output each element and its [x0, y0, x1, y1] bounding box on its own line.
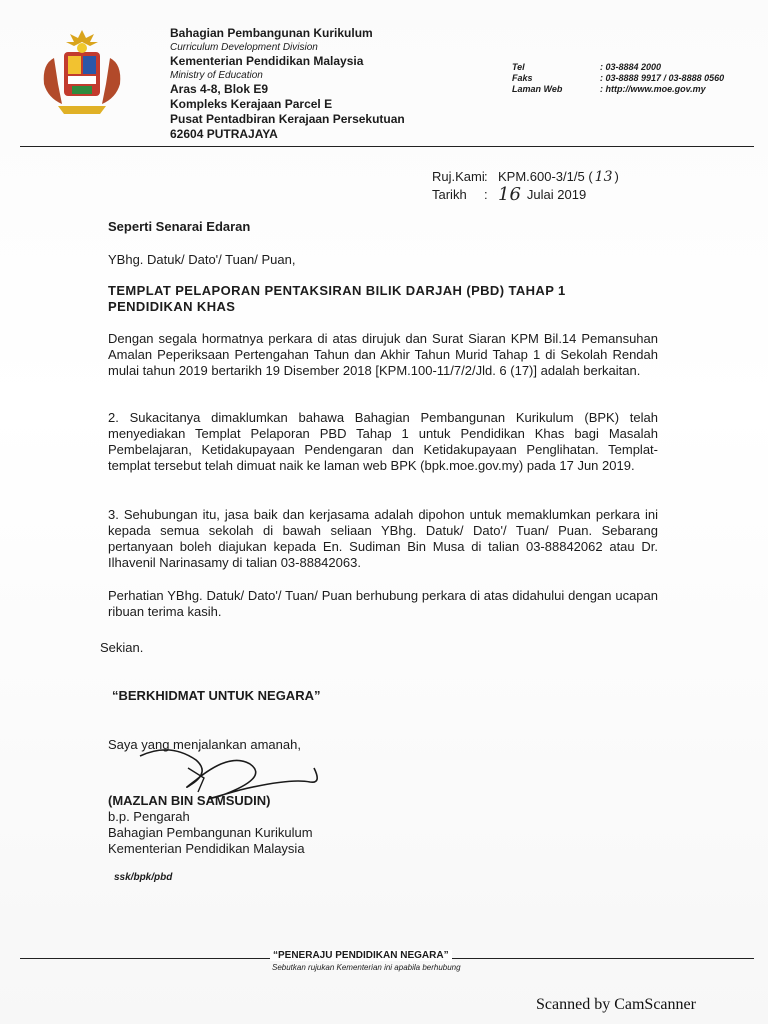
slogan: “BERKHIDMAT UNTUK NEGARA”: [112, 688, 321, 703]
division-name: Bahagian Pembangunan Kurikulum: [170, 26, 373, 40]
ruj-close: ): [614, 169, 619, 184]
date-day-handwritten: 16: [498, 184, 521, 205]
sign-off: Saya yang menjalankan amanah,: [108, 737, 301, 752]
tel-label: Tel: [512, 62, 525, 72]
signatory-name: (MAZLAN BIN SAMSUDIN): [108, 793, 271, 808]
subject-line-2: PENDIDIKAN KHAS: [108, 299, 236, 314]
ruj-handwritten: 13: [594, 169, 613, 185]
signatory-title: b.p. Pengarah: [108, 809, 190, 824]
coat-of-arms-icon: [34, 24, 130, 120]
fax-value: : 03-8888 9917 / 03-8888 0560: [600, 73, 725, 83]
subject-line-1: TEMPLAT PELAPORAN PENTAKSIRAN BILIK DARJAH (PBD) TAHAP 1: [108, 283, 566, 298]
closing-text: Sekian.: [100, 640, 144, 655]
ministry-name: Kementerian Pendidikan Malaysia: [170, 54, 364, 68]
address-line-4: 62604 PUTRAJAYA: [170, 127, 278, 141]
date-value: Julai 2019: [526, 187, 587, 202]
paragraph-2: 2. Sukacitanya dimaklumkan bahawa Bahagian Pembangunan Kurikulum (BPK) telah menyediakan Templat Pelaporan PBD Tahap 1 untuk Pendidikan Khas bagi Masalah Pembelajaran, Ketidakupayaan Pendengaran dan Ketidakupayaan Penglihatan. Templat-templat tersebut telah dimuat naik ke laman web BPK (bpk.moe.gov.my) pada 17 Jun 2019.: [108, 410, 658, 473]
reference-block: Ruj.Kami : KPM.600-3/1/5 ( 13 ) Tarikh : 16 Julai 2019: [432, 169, 619, 205]
tel-value: : 03-8884 2000: [600, 62, 662, 72]
footer-note: Sebutkan rujukan Kementerian ini apabila berhubung: [272, 963, 461, 972]
contact-block: [512, 62, 724, 95]
web-label: Laman Web: [512, 84, 563, 94]
address-line-2: Kompleks Kerajaan Parcel E: [170, 97, 333, 111]
footer-motto: “PENERAJU PENDIDIKAN NEGARA”: [270, 950, 452, 961]
reference-code: ssk/bpk/pbd: [114, 872, 173, 883]
fax-label: Faks: [512, 73, 533, 83]
salutation: YBhg. Datuk/ Dato'/ Tuan/ Puan,: [108, 252, 296, 267]
web-value: : http://www.moe.gov.my: [600, 84, 706, 94]
scanner-watermark: Scanned by CamScanner: [536, 996, 696, 1013]
ruj-label: Ruj.Kami: [432, 169, 485, 184]
paragraph-3: 3. Sehubungan itu, jasa baik dan kerjasama adalah dipohon untuk memaklumkan perkara ini kepada semua sekolah di bawah seliaan YBhg. Datuk/ Dato'/ Tuan/ Puan. Sebarang pertanyaan boleh diajukan kepada En. Sudiman Bin Musa di talian 03-88842062 atau Dr. Ilhavenil Narinasamy di talian 03-88842063.: [108, 507, 658, 570]
address-line-1: Aras 4-8, Blok E9: [170, 82, 269, 96]
paragraph-1: Dengan segala hormatnya perkara di atas dirujuk dan Surat Siaran KPM Bil.14 Pemansuhan Amalan Peperiksaan Pertengahan Tahun dan Akhir Tahun Murid Tahap 1 di Sekolah Rendah mulai tahun 2019 bertarikh 19 Disember 2018 [KPM.100-11/7/2/Jld. 6 (17)] adalah berkaitan.: [108, 331, 658, 378]
signatory-division: Bahagian Pembangunan Kurikulum: [108, 825, 313, 840]
recipient: Seperti Senarai Edaran: [108, 219, 251, 234]
ruj-value: KPM.600-3/1/5 (: [498, 169, 593, 184]
division-name-en: Curriculum Development Division: [170, 42, 318, 53]
date-label: Tarikh: [432, 187, 467, 202]
ministry-name-en: Ministry of Education: [170, 70, 263, 81]
address-line-3: Pusat Pentadbiran Kerajaan Persekutuan: [170, 112, 405, 126]
subject-title: [108, 283, 662, 315]
ministry-header: [170, 26, 405, 142]
paragraph-4: Perhatian YBhg. Datuk/ Dato'/ Tuan/ Puan berhubung perkara di atas didahului dengan ucapan ribuan terima kasih.: [108, 588, 658, 619]
header-divider: [20, 146, 754, 147]
signatory-ministry: Kementerian Pendidikan Malaysia: [108, 841, 305, 856]
